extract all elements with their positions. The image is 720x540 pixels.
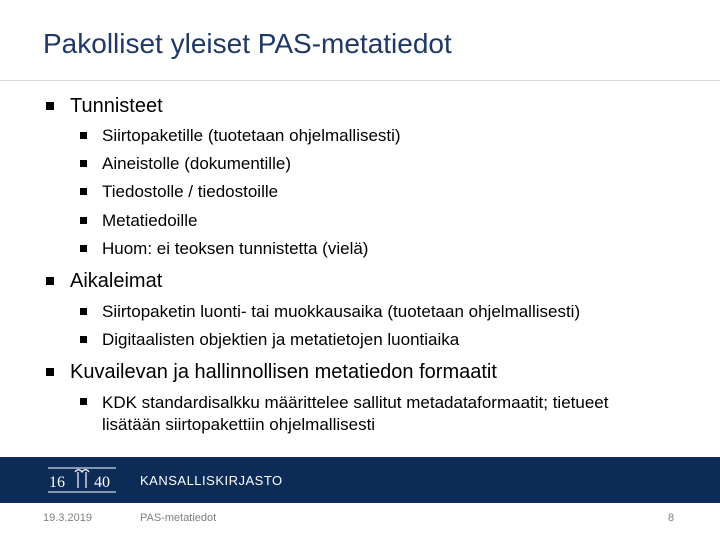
square-bullet-icon [80, 245, 87, 252]
bullet-level2 [80, 182, 278, 202]
bullet-text: Aikaleimat [70, 270, 163, 292]
organization-name: KANSALLISKIRJASTO [140, 473, 283, 488]
bullet-level2 [80, 330, 459, 350]
title-divider [0, 80, 720, 81]
bullet-text: Kuvailevan ja hallinnollisen metatiedon formaatit [70, 361, 497, 383]
square-bullet-icon [46, 102, 54, 110]
bullet-level2 [80, 302, 580, 322]
bullet-level2 [80, 392, 662, 436]
slide-title: Pakolliset yleiset PAS-metatiedot [43, 28, 452, 59]
footer-date: 19.3.2019 [43, 512, 92, 524]
square-bullet-icon [46, 368, 54, 376]
bullet-level2 [80, 126, 401, 146]
logo-text-left: 16 [49, 474, 65, 491]
logo-text-right: 40 [94, 474, 110, 491]
footer-doc-name: PAS-metatiedot [140, 512, 217, 524]
square-bullet-icon [46, 277, 54, 285]
bullet-text: Digitaalisten objektien ja metatietojen luontiaika [102, 330, 460, 349]
bullet-text: Tunnisteet [70, 95, 163, 117]
bullet-text: Aineistolle (dokumentille) [102, 154, 291, 173]
square-bullet-icon [80, 132, 87, 139]
bullet-level1 [46, 361, 497, 384]
bullet-level2 [80, 211, 197, 231]
bullet-text: KDK standardisalkku määrittelee sallitut metadataformaatit; tietueet lisätään siirtopakettiin ohjelmallisesti [102, 393, 609, 434]
bullet-text: Huom: ei teoksen tunnistetta (vielä) [102, 239, 369, 258]
bullet-text: Tiedostolle / tiedostoille [102, 182, 279, 201]
bullet-level1 [46, 95, 163, 118]
square-bullet-icon [80, 188, 87, 195]
library-logo [44, 464, 120, 496]
bullet-level2 [80, 154, 291, 174]
square-bullet-icon [80, 398, 87, 405]
bullet-text: Siirtopaketille (tuotetaan ohjelmallisesti) [102, 126, 401, 145]
bullet-text: Siirtopaketin luonti- tai muokkausaika (tuotetaan ohjelmallisesti) [102, 302, 581, 321]
bullet-level2 [80, 239, 368, 259]
square-bullet-icon [80, 217, 87, 224]
bullet-text: Metatiedoille [102, 211, 198, 230]
page-number: 8 [668, 512, 675, 524]
square-bullet-icon [80, 160, 87, 167]
bullet-level1 [46, 270, 162, 293]
square-bullet-icon [80, 336, 87, 343]
square-bullet-icon [80, 308, 87, 315]
